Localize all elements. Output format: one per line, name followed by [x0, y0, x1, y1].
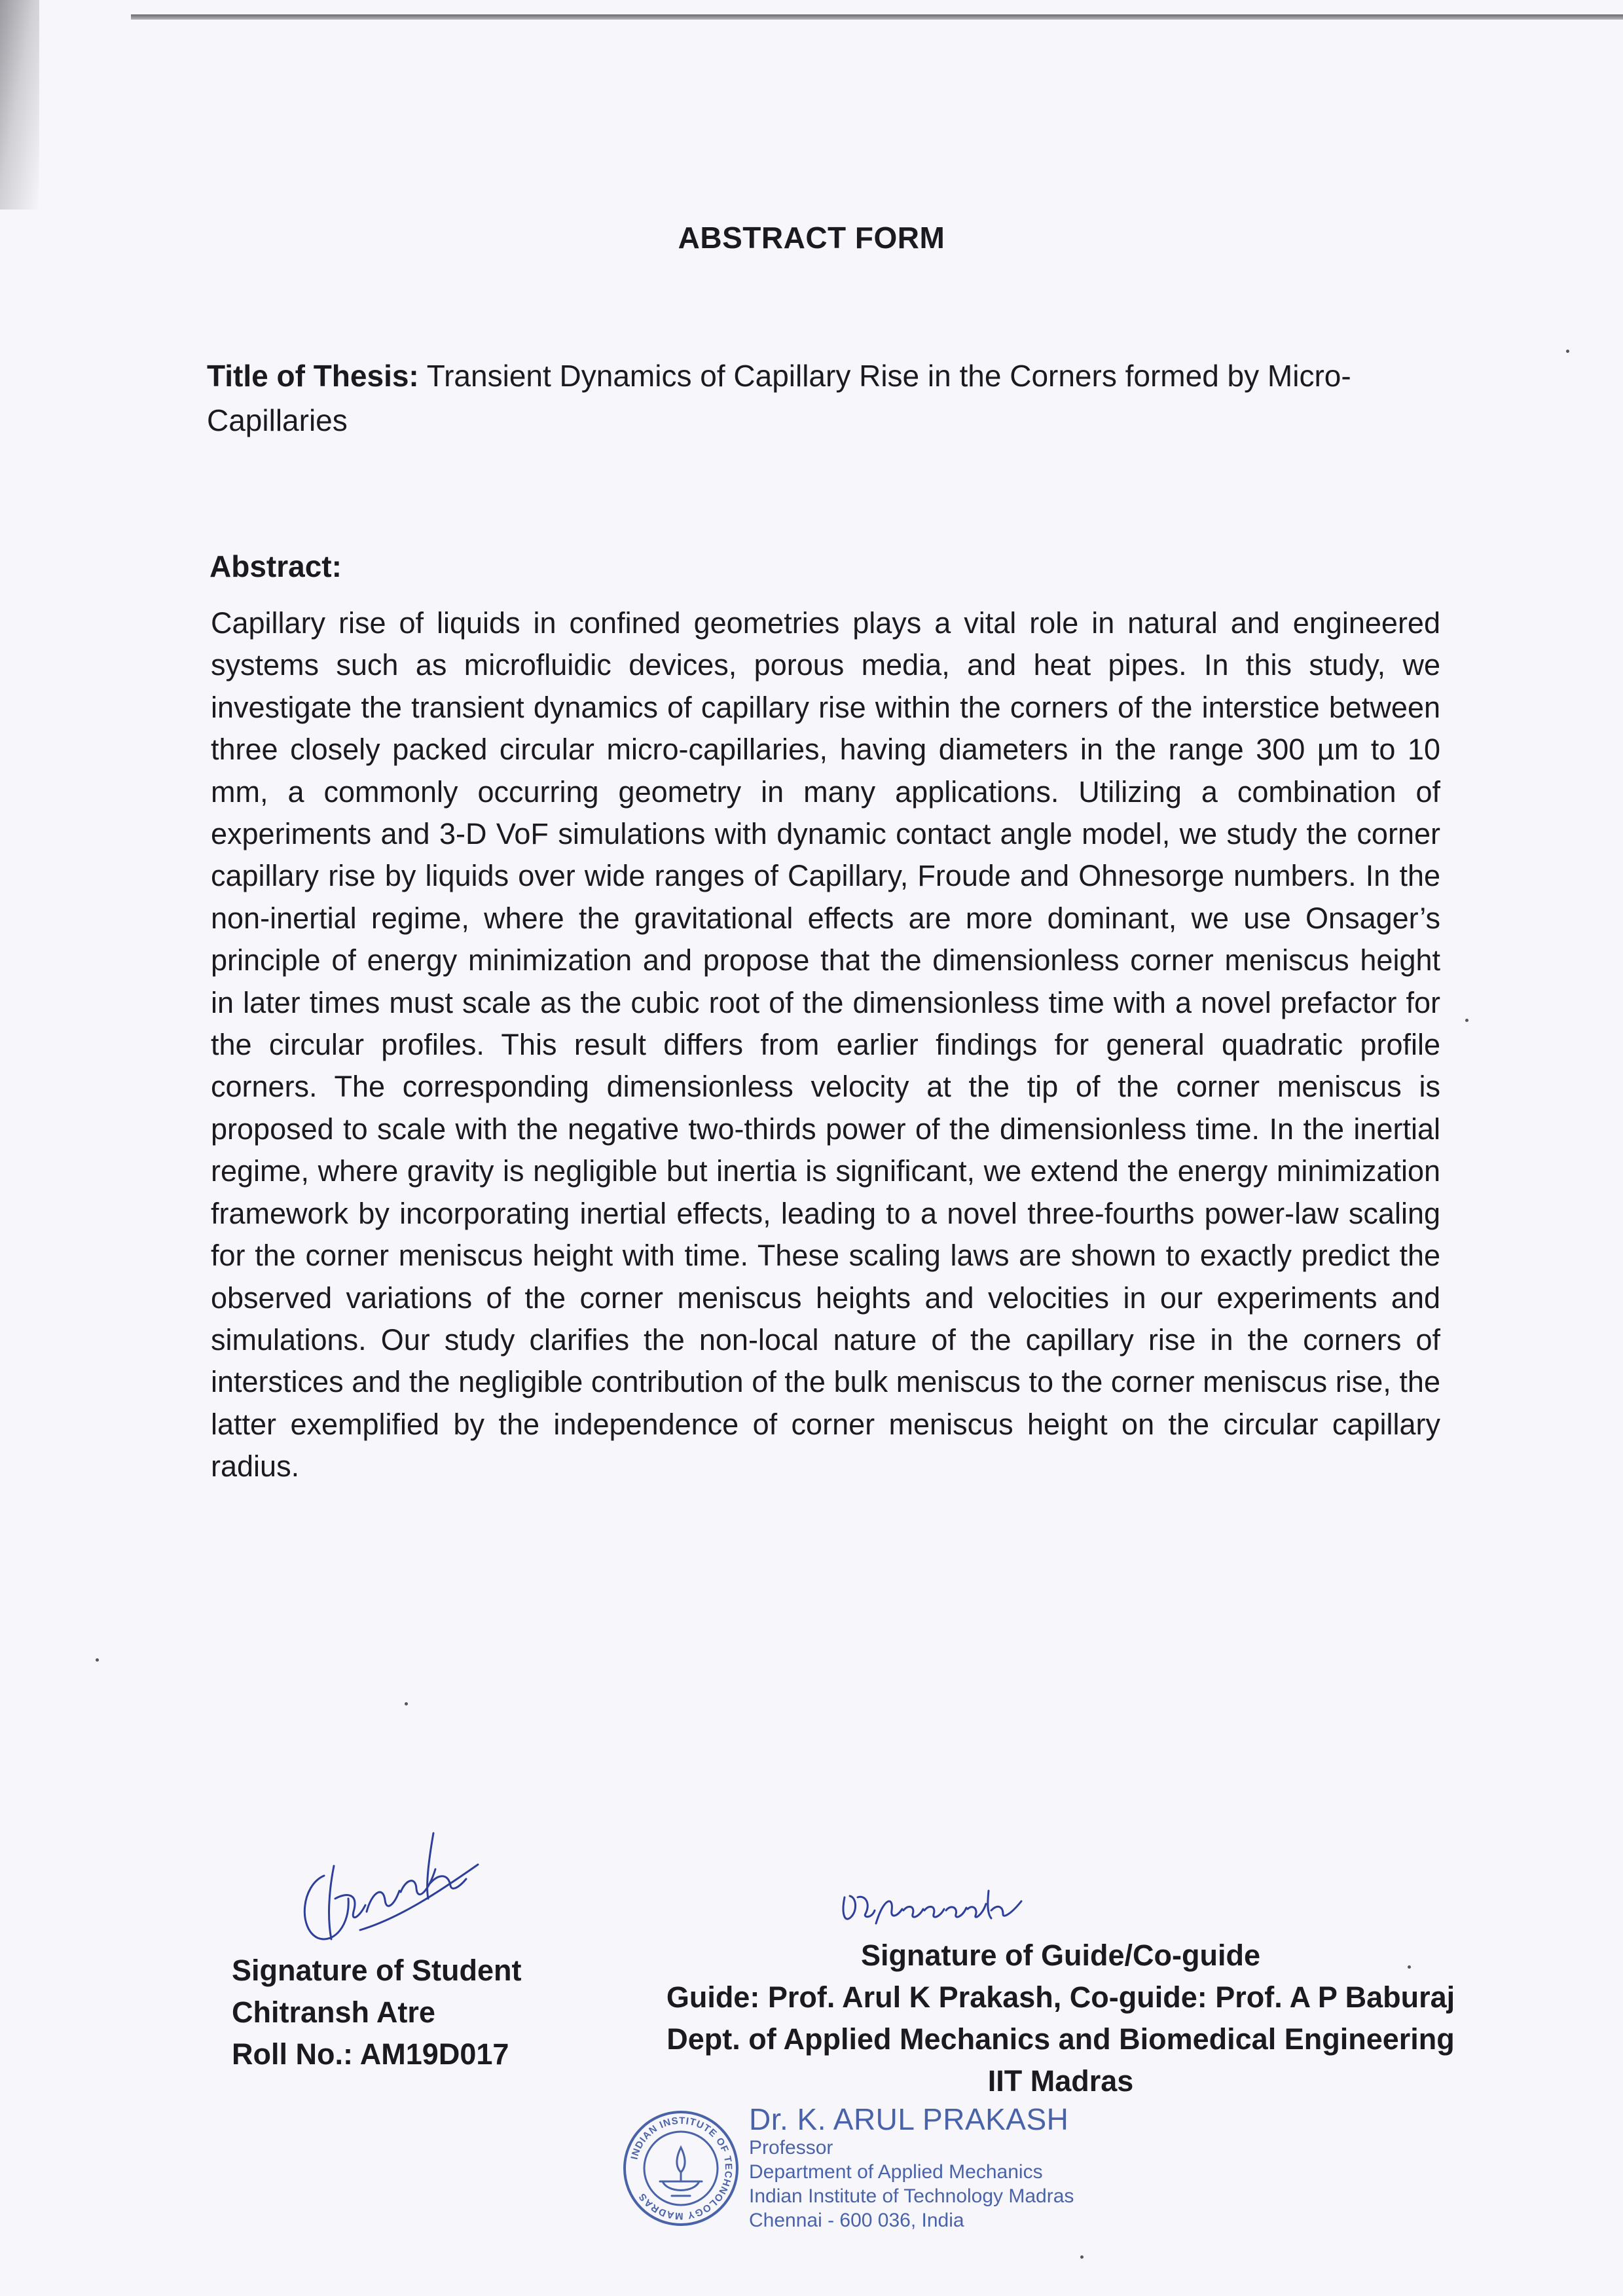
institute-seal-icon	[622, 2109, 740, 2227]
guide-official-stamp	[749, 2103, 1074, 2232]
stamp-institute: Indian Institute of Technology Madras	[749, 2185, 1074, 2207]
scan-speck	[405, 1702, 408, 1705]
thesis-title-label: Title of Thesis:	[207, 359, 419, 393]
stamp-designation: Professor	[749, 2137, 833, 2159]
guide-signature-block	[629, 1935, 1493, 2102]
student-signature-caption: Signature of Student	[232, 1954, 522, 1987]
abstract-label: Abstract:	[210, 549, 342, 583]
student-name: Chitransh Atre	[232, 1995, 435, 2029]
scan-edge-top	[131, 14, 1623, 20]
scan-speck	[1465, 1019, 1468, 1022]
guide-institute: IIT Madras	[987, 2064, 1134, 2098]
thesis-title-block	[207, 354, 1451, 443]
guide-department: Dept. of Applied Mechanics and Biomedical Engineering	[666, 2022, 1455, 2056]
guide-signature-caption: Signature of Guide/Co-guide	[861, 1939, 1260, 1972]
scan-speck	[96, 1658, 99, 1662]
abstract-text: Capillary rise of liquids in confined geometries plays a vital role in natural and engineered systems such as microfluidic devices, porous media, and heat pipes. In this study, we investigate the transient dynamics of capillary rise within the corners of the interstice between three closely packed circular micro-capillaries, having diameters in the range 300 µm to 10 mm, a commonly occurring geometry in many applications. Utilizing a combination of experiments and 3-D VoF simulations with dynamic contact angle model, we study the corner capillary rise by liquids over wide ranges of Capillary, Froude and Ohnesorge numbers. In the non-inertial regime, where the gravitational effects are more dominant, we use Onsager’s principle of energy minimization and propose that the dimensionless corner meniscus height in later times must scale as the cubic root of the dimensionless time with a novel prefactor for the circular profiles. This result differs from earlier findings for general quadratic profile corners. The corresponding dimensionless velocity at the tip of the corner meniscus is proposed to scale with the negative two-thirds power of the dimensionless time. In the inertial regime, where gravity is negligible but inertia is significant, we extend the energy minimization framework by incorporating inertial effects, leading to a novel three-fourths power-law scaling for the corner meniscus height with time. These scaling laws are shown to exactly predict the observed variations of the corner meniscus heights and velocities in our experiments and simulations. Our study clarifies the non-local nature of the capillary rise in the corners of interstices and the negligible contribution of the bulk meniscus to the corner meniscus rise, the latter exemplified by the independence of corner meniscus height on the circular capillary radius.	[211, 606, 1440, 1484]
stamp-address: Chennai - 600 036, India	[749, 2210, 964, 2231]
stamp-department: Department of Applied Mechanics	[749, 2161, 1043, 2183]
stamp-name: Dr. K. ARUL PRAKASH	[749, 2102, 1069, 2136]
scan-speck	[1080, 2255, 1084, 2259]
scan-speck	[1566, 350, 1569, 353]
svg-text:INDIAN INSTITUTE OF TECHNOLOGY: INDIAN INSTITUTE OF TECHNOLOGY MADRAS	[629, 2115, 735, 2222]
thesis-title-text: Transient Dynamics of Capillary Rise in the Corners formed by Micro-Capillaries	[207, 359, 1351, 437]
scan-edge-left	[0, 0, 39, 210]
scan-speck	[1408, 1965, 1411, 1969]
page-heading: ABSTRACT FORM	[678, 221, 945, 255]
student-signature-block	[232, 1950, 522, 2075]
student-roll-number: Roll No.: AM19D017	[232, 2037, 509, 2071]
student-signature	[288, 1813, 484, 1951]
guide-names: Guide: Prof. Arul K Prakash, Co-guide: Prof. A P Baburaj	[666, 1980, 1455, 2014]
